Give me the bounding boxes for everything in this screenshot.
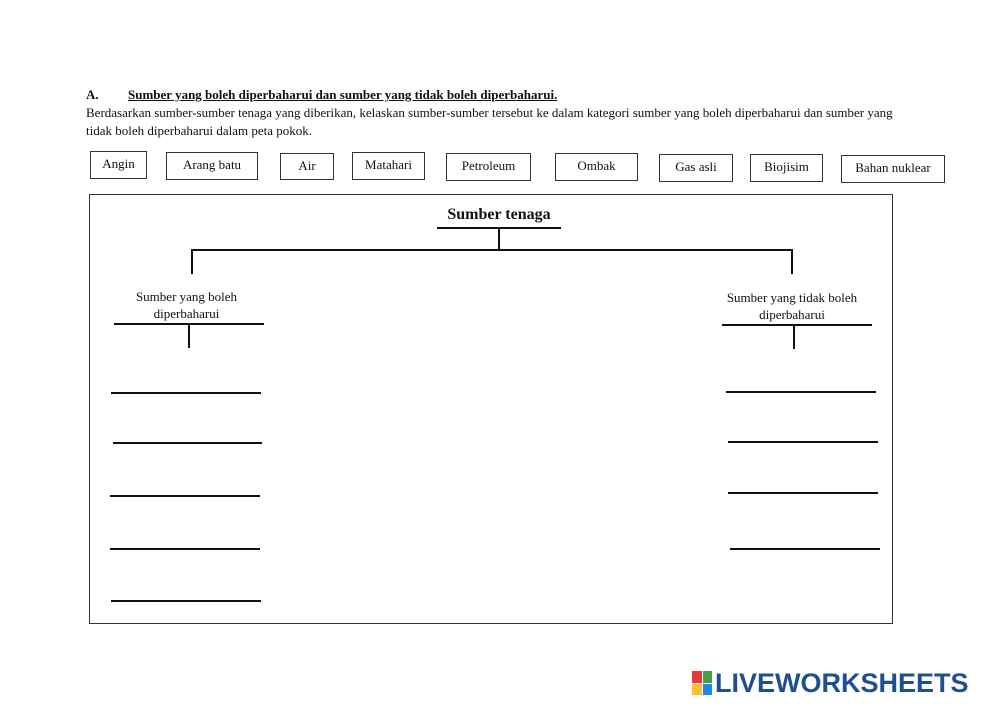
right-answer-slot-4[interactable] [730, 548, 880, 550]
left-answer-slot-3[interactable] [110, 495, 260, 497]
logo-mark-icon [692, 671, 712, 695]
tree-root-title: Sumber tenaga [447, 206, 551, 223]
section-title: Sumber yang boleh diperbaharui dan sumber yang tidak boleh diperbaharui. [128, 87, 558, 102]
chip-petroleum[interactable]: Petroleum [446, 153, 531, 181]
left-answer-slot-1[interactable] [111, 392, 261, 394]
left-branch-label: Sumber yang boleh diperbaharui [135, 289, 238, 321]
chip-biojisim[interactable]: Biojisim [750, 154, 823, 182]
liveworksheets-logo [692, 667, 969, 699]
right-answer-slot-3[interactable] [728, 492, 878, 494]
left-answer-slot-2[interactable] [113, 442, 262, 444]
chip-air[interactable]: Air [280, 153, 334, 180]
right-branch-drop [791, 249, 793, 274]
right-label-underline [722, 324, 872, 326]
chip-ombak[interactable]: Ombak [555, 153, 638, 181]
chip-matahari[interactable]: Matahari [352, 152, 425, 180]
chip-angin[interactable]: Angin [90, 151, 147, 179]
chip-gas-asli[interactable]: Gas asli [659, 154, 733, 182]
left-branch-drop [191, 249, 193, 274]
right-branch-label: Sumber yang tidak boleh diperbaharui [726, 290, 858, 322]
left-answer-slot-4[interactable] [110, 548, 260, 550]
right-answer-slot-2[interactable] [728, 441, 878, 443]
root-stem [498, 229, 500, 251]
tree-map-frame [89, 194, 893, 624]
logo-text: LIVEWORKSHEETS [715, 667, 969, 698]
right-answer-slot-1[interactable] [726, 391, 876, 393]
section-heading [86, 87, 557, 103]
chip-arang-batu[interactable]: Arang batu [166, 152, 258, 180]
right-label-stem [793, 326, 795, 349]
chip-bahan-nuklear[interactable]: Bahan nuklear [841, 155, 945, 183]
left-answer-slot-5[interactable] [111, 600, 261, 602]
instruction-text: Berdasarkan sumber-sumber tenaga yang diberikan, kelaskan sumber-sumber tersebut ke dalam kategori sumber yang boleh diperbaharui dan sumber yang tidak boleh diperbaharui dalam peta pokok. [86, 105, 893, 138]
tree-crossbar [191, 249, 793, 251]
section-number: A. [86, 87, 99, 102]
left-label-stem [188, 325, 190, 348]
